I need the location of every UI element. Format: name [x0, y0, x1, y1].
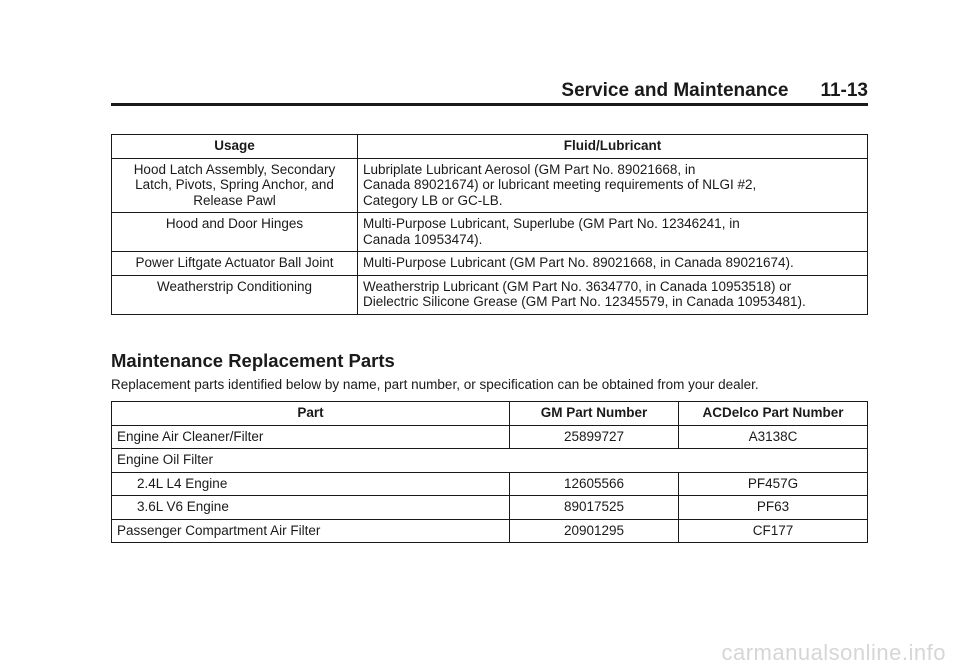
gm-part-number-cell: 25899727	[510, 425, 679, 449]
section-title: Maintenance Replacement Parts	[111, 350, 395, 371]
table-row	[112, 472, 868, 496]
table-row	[112, 252, 868, 276]
replacement-parts-table	[111, 401, 868, 543]
table-row	[112, 449, 868, 473]
watermark: carmanualsonline.info	[721, 640, 946, 665]
cell-line: Weatherstrip Conditioning	[156, 278, 313, 294]
acdelco-part-number-cell: A3138C	[679, 425, 868, 449]
column-header-usage: Usage	[112, 135, 358, 159]
usage-cell	[112, 275, 358, 314]
part-name-cell: Engine Oil Filter	[112, 449, 868, 473]
fluid-cell	[358, 158, 868, 213]
part-name-cell: 2.4L L4 Engine	[112, 472, 510, 496]
usage-cell	[112, 252, 358, 276]
fluid-cell	[358, 252, 868, 276]
column-header-gm-part-number: GM Part Number	[510, 402, 679, 426]
column-header-acdelco-part-number: ACDelco Part Number	[679, 402, 868, 426]
gm-part-number-cell: 20901295	[510, 519, 679, 543]
usage-cell	[112, 213, 358, 252]
table-row	[112, 213, 868, 252]
part-name-cell: 3.6L V6 Engine	[112, 496, 510, 520]
column-header-fluid: Fluid/Lubricant	[358, 135, 868, 159]
part-name-cell: Engine Air Cleaner/Filter	[112, 425, 510, 449]
acdelco-part-number-cell: CF177	[679, 519, 868, 543]
fluid-lubricant-table	[111, 134, 868, 315]
cell-line: Canada 10953474).	[363, 231, 483, 247]
fluid-cell	[358, 275, 868, 314]
table-row	[112, 275, 868, 314]
cell-line: Hood and Door Hinges	[165, 216, 304, 231]
page-header	[111, 80, 868, 102]
usage-cell	[112, 158, 358, 213]
table-header-row	[112, 135, 868, 159]
cell-line: Lubriplate Lubricant Aerosol (GM Part No. 89021668, in	[363, 161, 696, 177]
cell-line: Release Pawl	[193, 192, 276, 208]
cell-line: Dielectric Silicone Grease (GM Part No. 12345579, in Canada 10953481).	[363, 294, 806, 309]
cell-line: Canada 89021674) or lubricant meeting requirements of NLGI #2,	[363, 177, 757, 192]
table-row	[112, 496, 868, 520]
acdelco-part-number-cell: PF457G	[679, 472, 868, 496]
section-intro: Replacement parts identified below by name, part number, or specification can be obtained from your dealer.	[111, 377, 759, 392]
header-rule	[111, 103, 868, 106]
cell-line: Category LB or GC-LB.	[363, 192, 503, 208]
part-name-cell: Passenger Compartment Air Filter	[112, 519, 510, 543]
cell-line: Weatherstrip Lubricant (GM Part No. 3634770, in Canada 10953518) or	[363, 278, 792, 294]
cell-line: Multi-Purpose Lubricant (GM Part No. 89021668, in Canada 89021674).	[363, 255, 794, 270]
column-header-part: Part	[112, 402, 510, 426]
acdelco-part-number-cell: PF63	[679, 496, 868, 520]
cell-line: Latch, Pivots, Spring Anchor, and	[135, 177, 334, 192]
cell-line: Hood Latch Assembly, Secondary	[133, 161, 336, 177]
table-row	[112, 158, 868, 213]
cell-line: Power Liftgate Actuator Ball Joint	[135, 255, 334, 270]
table-row	[112, 519, 868, 543]
gm-part-number-cell: 12605566	[510, 472, 679, 496]
fluid-cell	[358, 213, 868, 252]
page-number: 11-13	[820, 80, 868, 101]
table-header-row	[112, 402, 868, 426]
table-row	[112, 425, 868, 449]
cell-line: Multi-Purpose Lubricant, Superlube (GM Part No. 12346241, in	[363, 216, 740, 231]
gm-part-number-cell: 89017525	[510, 496, 679, 520]
section-heading: Service and Maintenance	[561, 80, 789, 101]
